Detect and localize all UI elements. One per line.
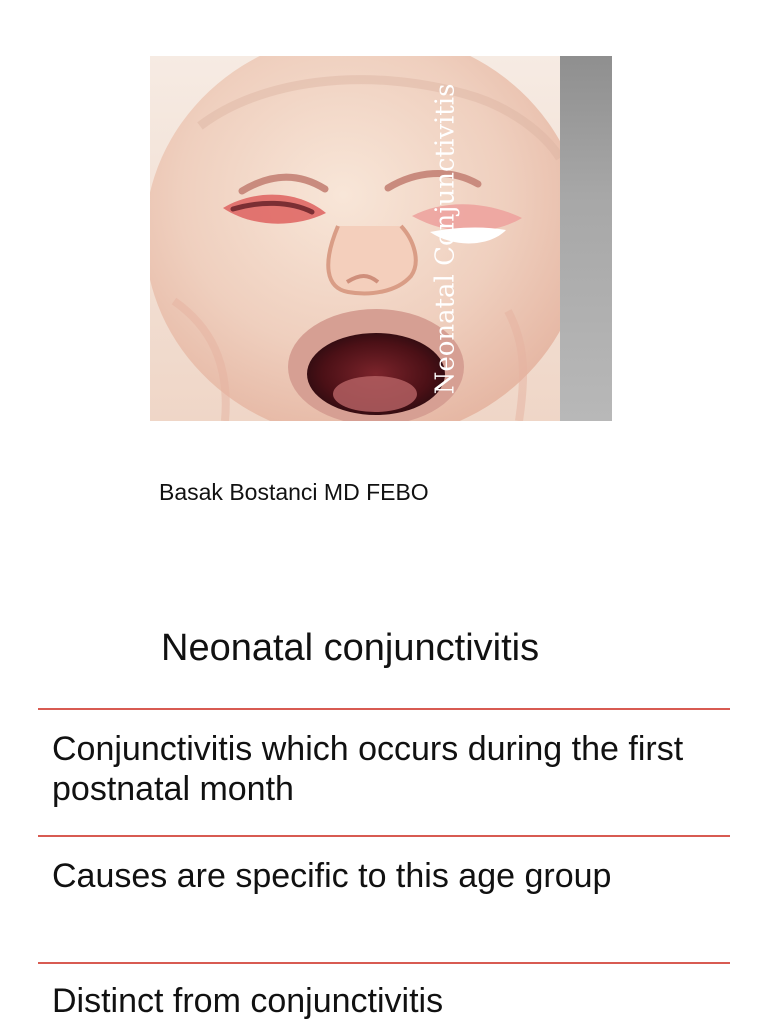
crying-baby-illustration bbox=[150, 56, 612, 421]
image-overlay-text: Neonatal Conjunctivitis bbox=[430, 83, 461, 394]
author-line: Basak Bostanci MD FEBO bbox=[159, 479, 429, 505]
divider-line bbox=[38, 835, 730, 837]
divider-line bbox=[38, 708, 730, 710]
definition-point: Conjunctivitis which occurs during the first postnatal month bbox=[52, 730, 684, 809]
divider-line bbox=[38, 962, 730, 964]
distinction-point: Distinct from conjunctivitis bbox=[52, 982, 444, 1020]
neonatal-conjunctivitis-photo bbox=[150, 56, 612, 421]
causes-point: Causes are specific to this age group bbox=[52, 857, 612, 895]
image-caption-strip bbox=[430, 56, 612, 421]
page-title: Neonatal conjunctivitis bbox=[161, 627, 540, 669]
